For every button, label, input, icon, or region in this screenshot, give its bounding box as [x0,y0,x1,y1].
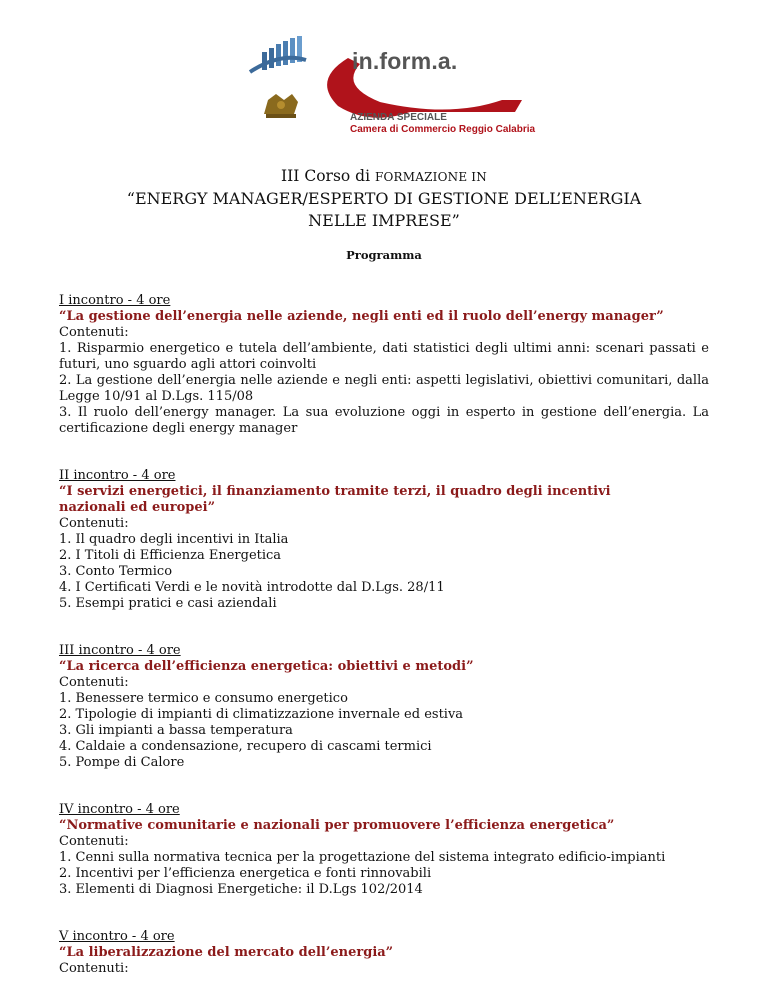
content-item: 1. Cenni sulla normativa tecnica per la progettazione del sistema integrato edificio-impianti [59,850,666,865]
session-title: “La gestione dell’energia nelle aziende, negli enti ed il ruolo dell’energy manager” [59,309,664,324]
session-block [59,929,709,977]
session-heading: V incontro - 4 ore [59,929,175,944]
contents-label: Contenuti: [59,325,129,340]
content-item: 4. Caldaie a condensazione, recupero di cascami termici [59,739,432,754]
session-title: “La ricerca dell’efficienza energetica: obiettivi e metodi” [59,659,474,674]
program-sessions [59,293,709,1008]
session-heading: IV incontro - 4 ore [59,802,180,817]
session-block [59,802,709,898]
programma-heading: Programma [346,248,422,262]
org-line-2: Camera di Commercio Reggio Calabria [350,124,536,135]
session-title: “La liberalizzazione del mercato dell’energia” [59,945,394,960]
session-title: “Normative comunitarie e nazionali per promuovere l’efficienza energetica” [59,818,615,833]
session-heading: I incontro - 4 ore [59,293,171,308]
content-item: 1. Benessere termico e consumo energetico [59,691,348,706]
content-item: 3. Il ruolo dell’energy manager. La sua evoluzione oggi in esperto in gestione dell’energia. La certificazione degli energy manager [59,405,709,436]
title-line-3: NELLE IMPRESE” [308,211,460,230]
title-line-2: “ENERGY MANAGER/ESPERTO DI GESTIONE DELL’ENERGIA [126,189,642,208]
bar-chart-icon [250,36,306,72]
session-block [59,468,709,612]
content-item: 5. Pompe di Calore [59,755,185,770]
content-item: 1. Risparmio energetico e tutela dell’ambiente, dati statistici degli ultimi anni: scenari passati e futuri, uno sguardo agli attori coinvolti [59,341,709,372]
session-title: nazionali ed europei” [59,500,216,515]
content-item: 3. Elementi di Diagnosi Energetiche: il D.Lgs 102/2014 [59,882,423,897]
crest-icon [264,94,298,118]
content-item: 3. Gli impianti a bassa temperatura [59,723,293,738]
brand-name: in.form.a. [352,48,458,74]
document-title [0,165,768,232]
contents-label: Contenuti: [59,516,129,531]
content-item: 4. I Certificati Verdi e le novità introdotte dal D.Lgs. 28/11 [59,580,445,595]
content-item: 2. Tipologie di impianti di climatizzazione invernale ed estiva [59,707,464,722]
title-line-1: III Corso di FORMAZIONE IN [281,167,487,185]
contents-label: Contenuti: [59,675,129,690]
content-item: 2. Incentivi per l’efficienza energetica e fonti rinnovabili [59,866,432,881]
session-heading: II incontro - 4 ore [59,468,176,483]
session-block [59,293,709,437]
contents-label: Contenuti: [59,834,129,849]
session-block [59,643,709,771]
content-item: 2. I Titoli di Efficienza Energetica [59,548,282,563]
content-item: 2. La gestione dell’energia nelle aziende e negli enti: aspetti legislativi, obiettivi comunitari, dalla Legge 10/91 al D.Lgs. 115/08 [59,373,709,404]
content-item: 5. Esempi pratici e casi aziendali [59,596,277,611]
contents-label: Contenuti: [59,961,129,976]
header-logo [240,30,540,140]
content-item: 3. Conto Termico [59,564,173,579]
session-heading: III incontro - 4 ore [59,643,181,658]
org-line-1: AZIENDA SPECIALE [350,112,447,123]
content-item: 1. Il quadro degli incentivi in Italia [59,532,289,547]
session-title: “I servizi energetici, il finanziamento tramite terzi, il quadro degli incentivi [59,484,611,499]
